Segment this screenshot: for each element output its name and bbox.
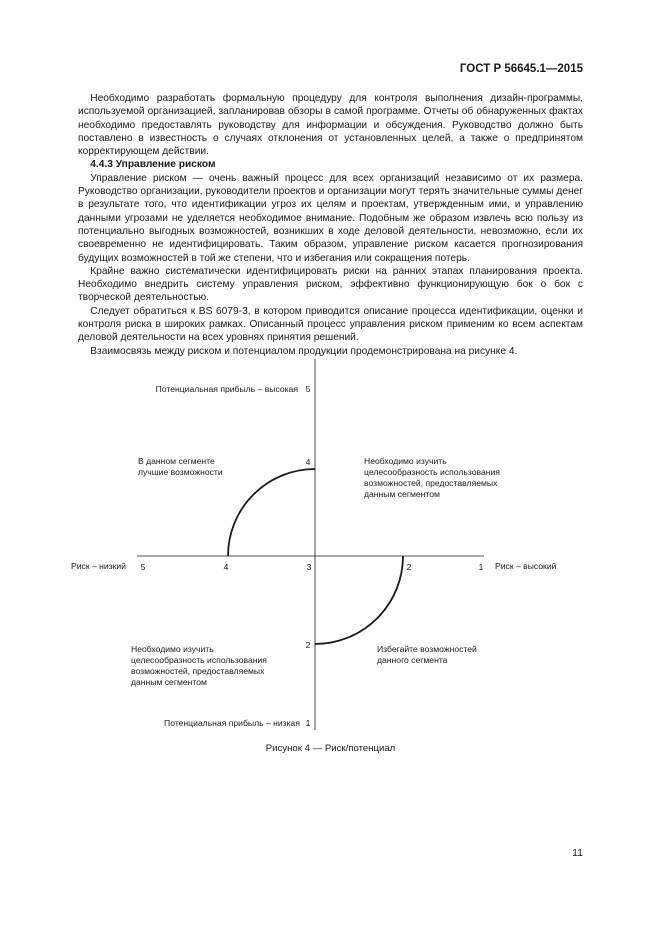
y-tick-5: 5: [305, 384, 311, 394]
quadrant-bottom-left-line-2: целесообразность использования: [131, 655, 267, 665]
x-tick-5: 5: [140, 562, 146, 572]
quadrant-bottom-left-text: [131, 644, 269, 687]
section-heading-4-4-3: 4.4.3 Управление риском: [90, 159, 216, 171]
quadrant-top-right-line-4: данным сегментом: [364, 489, 440, 499]
x-tick-2: 2: [406, 562, 412, 572]
quadrant-bottom-right-line-2: данного сегмента: [377, 655, 448, 665]
paragraph-figure-reference: Взаимосвязь между риском и потенциалом продукции продемонстрирована на рисунке 4.: [90, 345, 518, 357]
quadrant-bottom-left-line-3: возможностей, предоставляемых: [131, 666, 265, 676]
quadrant-top-right-line-3: возможностей, предоставляемых: [364, 478, 498, 488]
page-number: 11: [572, 847, 583, 859]
quadrant-bottom-left-line-1: Необходимо изучить: [131, 644, 214, 654]
x-tick-4: 4: [223, 562, 229, 572]
figure-caption: Рисунок 4 — Риск/потенциал: [265, 743, 396, 754]
x-tick-3: 3: [306, 562, 312, 572]
quadrant-top-left-text: [138, 456, 223, 477]
quadrant-bottom-left-line-4: данным сегментом: [131, 677, 207, 687]
y-tick-1: 1: [305, 718, 311, 728]
paragraph-bs-reference: Следует обратиться к BS 6079-3, в котором приводится описание процесса идентификации, оценки и контроля риска в широких рамках. Описанный процесс управления риском применим ко всем аспектам деловой деятельности на всех уровнях принятия решений.: [78, 305, 583, 344]
quadrant-top-right-line-1: Необходимо изучить: [364, 456, 447, 466]
y-tick-2: 2: [305, 640, 311, 650]
quadrant-bottom-right-line-1: Избегайте возможностей: [377, 644, 477, 654]
lower-right-arc: [315, 556, 403, 644]
x-tick-1: 1: [478, 562, 484, 572]
quadrant-top-left-line-1: В данном сегменте: [138, 456, 215, 466]
quadrant-top-right-line-2: целесообразность использования: [364, 467, 500, 477]
y-tick-4: 4: [305, 457, 311, 467]
x-axis-right-label: Риск – высокий: [495, 561, 557, 571]
x-axis-left-label: Риск – низкий: [71, 561, 126, 571]
document-header: ГОСТ Р 56645.1—2015: [459, 63, 583, 75]
quadrant-top-right-text: [364, 456, 502, 499]
paragraph-risk-management: Управление риском — очень важный процесс для всех организаций независимо от их размера. Руководство организации, руководители проектов и организации могут терять значительные суммы денег в результате того, что идентификации угроз их целям и проектам, утвержденным ими, и управлению данными угрозами не уделяется необходимое внимание. Подобным же образом извлечь всю пользу из потенциально выгодных возможностей, возникших в ходе деловой деятельности, невозможно, если их своевременно не идентифицировать. Таким образом, управление риском касается прогнозирования будущих возможностей в той же степени, что и избегания или сокращения потерь.: [78, 172, 583, 264]
quadrant-bottom-right-text: [377, 644, 479, 665]
paragraph-control-procedure: Необходимо разработать формальную процедуру для контроля выполнения дизайн-программы, используемой организацией, запланировав обзоры в самой программе. Отчеты об обнаруженных фактах необходимо предоставлять руководству для информации и обсуждения. Руководство должно быть поставлено в известность о случаях отклонения от установленных целей, а также о предпринятом корректирующем действии.: [78, 93, 583, 158]
y-axis-top-label: Потенциальная прибыль – высокая: [155, 384, 298, 394]
y-axis-bottom-label: Потенциальная прибыль – низкая: [164, 718, 300, 728]
upper-left-arc: [228, 469, 315, 556]
paragraph-early-identification: Крайне важно систематически идентифицировать риски на ранних этапах планирования проекта. Необходимо внедрить систему управления риском, эффективно функционирующую бок о бок с творческой деятельностью.: [78, 265, 583, 304]
quadrant-top-left-line-2: лучшие возможности: [138, 467, 223, 477]
body-text: [78, 92, 583, 358]
